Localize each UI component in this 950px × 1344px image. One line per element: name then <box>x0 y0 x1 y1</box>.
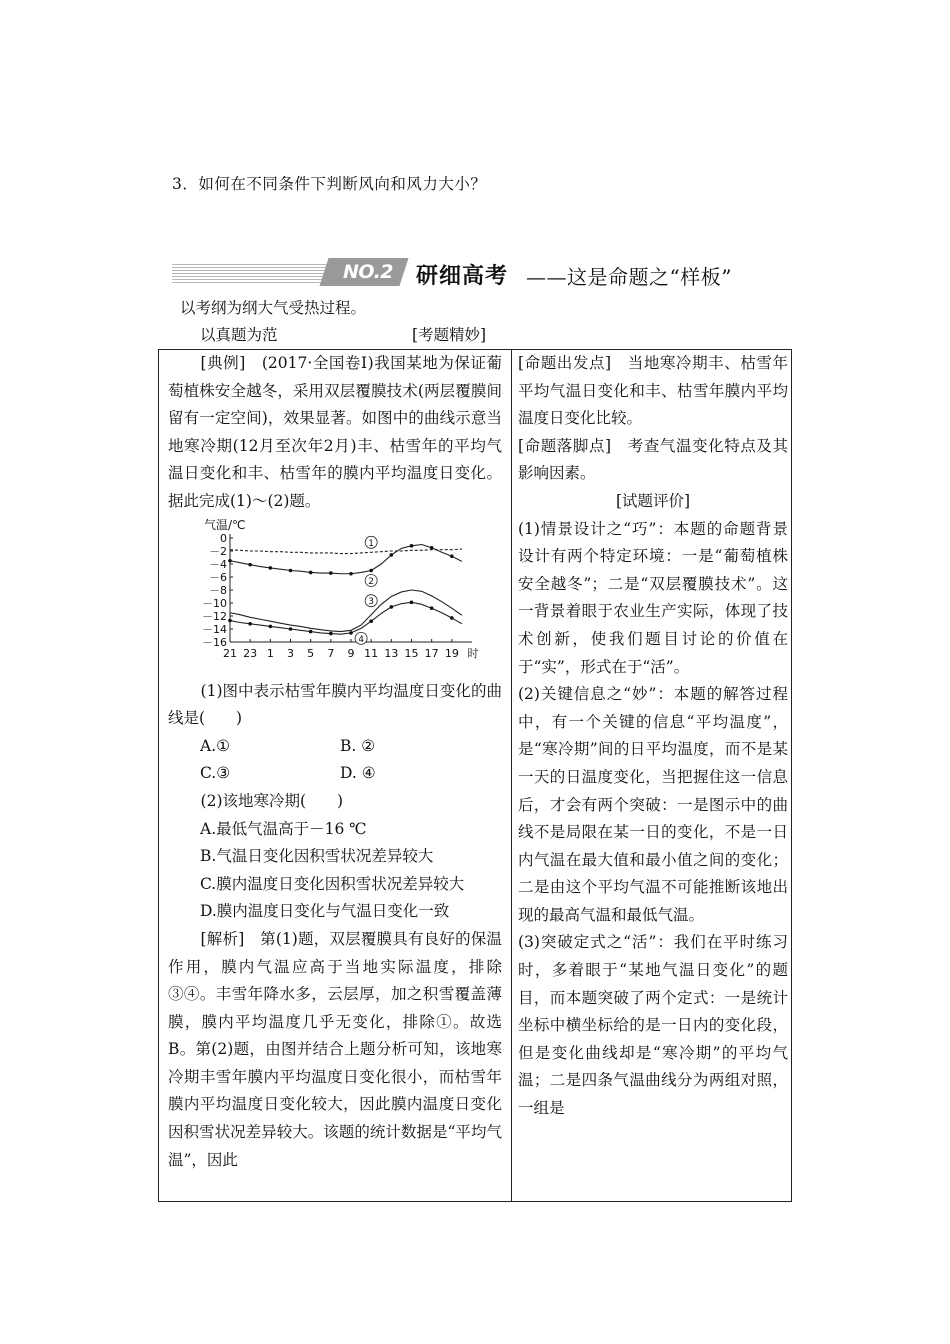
x-tick-label: 19 <box>444 646 459 660</box>
series-line-2 <box>230 544 462 573</box>
series-4-point <box>329 631 333 635</box>
table-divider <box>511 349 512 1201</box>
series-2-point <box>410 544 414 548</box>
x-tick-label: 11 <box>364 646 379 660</box>
series-3-label: 3 <box>368 596 375 607</box>
chart-svg <box>168 516 502 678</box>
series-line-1 <box>230 549 462 554</box>
x-tick-label: 15 <box>404 646 419 660</box>
series-4-point <box>309 629 313 633</box>
series-4-point <box>369 619 373 623</box>
q2-option-a[interactable]: A.最低气温高于－16 ℃ <box>200 819 367 838</box>
origin-text: [命题出发点] 当地寒冷期丰、枯雪年平均气温日变化和丰、枯雪年膜内平均温度日变化比较。 <box>518 354 788 428</box>
series-4-point <box>410 600 414 604</box>
x-tick-label: 3 <box>287 646 294 660</box>
x-tick-label: 13 <box>384 646 399 660</box>
eval-item-3: (3)突破定式之“活”：我们在平时练习时，多着眼于“某地气温日变化”的题目，而本题突破了两个定式：一是统计坐标中横坐标给的是一日内的变化段，但是变化曲线却是“寒冷期”的平均气温；二是四条气温曲线分为两组对照，一组是 <box>518 933 788 1118</box>
series-2-point <box>309 570 313 574</box>
series-4-label: 4 <box>358 634 364 645</box>
series-2-label: 2 <box>368 576 375 587</box>
banner-title: 研细高考 <box>416 264 509 289</box>
y-tick-label: 0 <box>220 531 227 545</box>
series-2-point <box>450 554 454 558</box>
banner-badge: NO.2 <box>342 261 394 283</box>
eval-item-2: (2)关键信息之“妙”：本题的解答过程中，有一个关键的信息“平均温度”，是“寒冷期”间的日平均温度，而不是某一天的日温度变化，当把握住这一信息后，才会有两个突破：一是图示中的曲线不是局限在某一日的变化，不是一日内气温在最大值和最小值之间的变化；二是由这个平均气温不可能推断该地出现的最高气温和最低气温。 <box>518 685 788 924</box>
y-tick-label: －16 <box>202 635 227 649</box>
y-tick-label: －4 <box>209 557 227 571</box>
series-4-point <box>450 616 454 620</box>
focus-text: [命题落脚点] 考查气温变化特点及其影响因素。 <box>518 436 788 483</box>
temperature-chart <box>168 516 502 678</box>
series-4-point <box>248 622 252 626</box>
x-tick-label: 1 <box>266 646 274 660</box>
question-3: 3．如何在不同条件下判断风向和风力大小？ <box>172 175 487 193</box>
q1-options-row-1 <box>168 733 502 761</box>
banner-subtitle: ——这是命题之“样板” <box>526 265 732 289</box>
question-1: (1)图中表示枯雪年膜内平均温度日变化的曲线是( ) <box>168 681 502 728</box>
intro-line-2-right: [考题精妙] <box>412 326 487 344</box>
table-bottom-border <box>158 1201 792 1202</box>
analysis-text: [解析] 第(1)题，双层覆膜具有良好的保温作用，膜内气温应高于当地实际温度，排除③④。丰雪年降水多，云层厚，加之积雪覆盖薄膜，膜内平均温度几乎无变化，排除①。故选B。第(2)题，由图并结合上题分析可知，该地寒冷期丰雪年膜内平均温度日变化很小，而枯雪年膜内平均温度日变化较大，因此膜内温度日变化因积雪状况差异较大。该题的统计数据是“平均气温”，因此 <box>168 929 502 1169</box>
series-2-point <box>390 553 394 557</box>
intro-line-2-left: 以真题为范 <box>200 326 278 344</box>
y-tick-label: －14 <box>202 622 227 636</box>
intro-line-1: 以考纲为纲大气受热过程。 <box>180 299 367 317</box>
series-4-point <box>430 606 434 610</box>
y-axis-label: 气温/℃ <box>204 517 246 532</box>
y-tick-label: －12 <box>202 609 227 623</box>
series-2-point <box>248 562 252 566</box>
series-2-point <box>269 566 273 570</box>
y-tick-label: －8 <box>209 583 227 597</box>
series-2-point <box>329 571 333 575</box>
x-tick-label: 7 <box>327 646 335 660</box>
banner-stripes <box>172 263 332 283</box>
series-2-point <box>289 568 293 572</box>
series-2-point <box>228 559 232 563</box>
y-tick-label: －6 <box>209 570 227 584</box>
question-2: (2)该地寒冷期( ) <box>200 791 344 810</box>
y-tick-label: －10 <box>202 596 227 610</box>
series-4-point <box>289 627 293 631</box>
series-line-4 <box>230 602 462 634</box>
q1-options-row-2 <box>168 760 502 788</box>
q1-option-c[interactable]: C.③ <box>200 764 231 783</box>
eval-item-1: (1)情景设计之“巧”：本题的命题背景设计有两个特定环境：一是“葡萄植株安全越冬”；二是“双层覆膜技术”。这一背景着眼于农业生产实际，体现了技术创新，使我们题目讨论的价值在于“实”，形式在于“活”。 <box>518 519 788 676</box>
x-tick-label: 21 <box>223 646 237 660</box>
x-axis-label: 时 <box>467 646 479 660</box>
section-banner <box>172 258 732 288</box>
series-4-point <box>228 618 232 622</box>
left-column <box>168 350 502 1174</box>
series-2-point <box>430 546 434 550</box>
example-text: [典例] (2017·全国卷Ⅰ)我国某地为保证葡萄植株安全越冬，采用双层覆膜技术(两层覆膜间留有一定空间)，效果显著。如图中的曲线示意当地寒冷期(12月至次年2月)丰、枯雪年的平均气温日变化和丰、枯雪年的膜内平均温度日变化。据此完成(1)～(2)题。 <box>168 354 502 510</box>
q1-option-d[interactable]: D. ④ <box>340 764 376 783</box>
right-column <box>518 350 788 1123</box>
q1-option-b[interactable]: B. ② <box>340 736 376 755</box>
x-tick-label: 5 <box>307 646 315 660</box>
q2-option-d[interactable]: D.膜内温度日变化与气温日变化一致 <box>200 902 450 921</box>
q2-option-c[interactable]: C.膜内温度日变化因积雪状况差异较大 <box>200 874 465 893</box>
q2-option-b[interactable]: B.气温日变化因积雪状况差异较大 <box>200 847 434 866</box>
x-tick-label: 23 <box>243 646 258 660</box>
series-4-point <box>390 605 394 609</box>
x-tick-label: 9 <box>347 646 355 660</box>
q1-option-a[interactable]: A.① <box>200 736 231 755</box>
series-4-point <box>269 624 273 628</box>
series-2-point <box>349 572 353 576</box>
y-tick-label: －2 <box>209 544 227 558</box>
series-4-point <box>349 631 353 635</box>
eval-title: [试题评价] <box>615 491 691 510</box>
x-tick-label: 17 <box>424 646 439 660</box>
series-1-label: 1 <box>368 538 375 549</box>
series-2-point <box>369 568 373 572</box>
